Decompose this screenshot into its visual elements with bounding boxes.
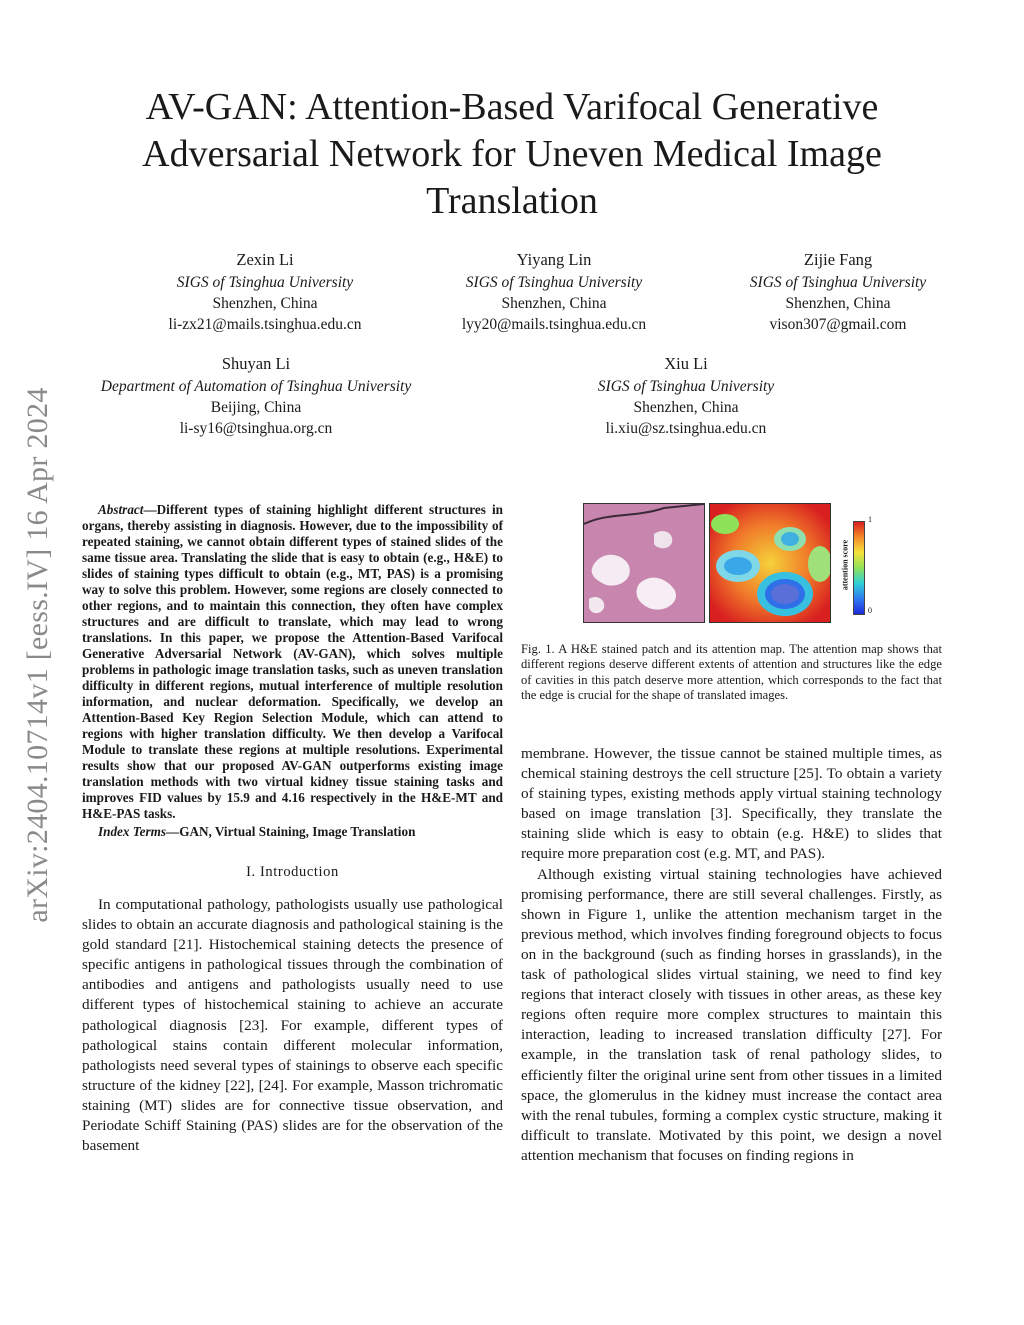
author-email: li.xiu@sz.tsinghua.edu.cn xyxy=(605,420,767,437)
arxiv-side-stamp xyxy=(8,350,68,960)
author-name: Zijie Fang xyxy=(803,250,873,269)
author-location: Shenzhen, China xyxy=(212,295,318,312)
paragraph-challenges: Although existing virtual staining technologies have achieved promising performance, there are still several challenges. Firstly, as shown in Figure 1, unlike the attention mechanism target in the previous method, which involves finding foreground objects to focus on in the background (such as finding horses in grasslands), in the task of pathological slides virtual staining, we need to find key regions that interact closely with tissues in other areas, as these key regions often require more complex structures to maintain this interaction, leading to increased translation difficulty [27]. For example, in the translation task of renal pathology slides, to efficiently filter the original urine sent from other tissues in a limited space, the glomerulus in the kidney must increase the contact area with the renal tubules, forming a complex cystic structure, making it difficult to translate. Motivated by this point, we design a novel attention mechanism that focuses on finding regions in xyxy=(521,865,942,1164)
index-terms xyxy=(82,824,503,840)
author-block-4 xyxy=(72,353,440,439)
author-name: Yiyang Lin xyxy=(516,250,592,269)
abstract-text: —Different types of staining highlight different structures in organs, thereby assisting in diagnosis. However, due to the impossibility of repeated staining, we cannot obtain different types of stained slides of the same tissue area. Translating the slide that is easy to obtain (e.g., H&E) to slides of staining types difficult to obtain (e.g., MT, PAS) is a promising way to solve this problem. However, some regions are closely connected to other regions, and to maintain this connection, they often have complex structures and are difficult to translate, which may lead to wrong translations. In this paper, we propose the Attention-Based Varifocal Generative Adversarial Network (AV-GAN), which solves multiple problems in pathologic image translation tasks, such as uneven translation difficulty in different regions, mutual interference of multiple resolution information, and nuclear deformation. Specifically, we develop an Attention-Based Key Region Selection Module, which can attend to regions with higher translation difficulty. We then develop a Varifocal Module to translate these regions at multiple resolutions. Experimental results show that our proposed AV-GAN outperforms existing image translation methods with two virtual kidney tissue staining tasks and improves FID values by 15.9 and 4.16 respectively in the H&E-MT and H&E-PAS tasks. xyxy=(82,502,503,821)
abstract xyxy=(82,502,503,822)
author-location: Shenzhen, China xyxy=(501,295,607,312)
arxiv-identifier: arXiv:2404.10714v1 [eess.IV] 16 Apr 2024 xyxy=(21,387,54,923)
figure-1-caption: Fig. 1. A H&E stained patch and its attention map. The attention map shows that different regions deserve different extents of attention and structures like the edge of cavities in this patch deserve more attention, which corresponds to the fact that the edge is crucial for the shape of translated images. xyxy=(521,642,942,702)
author-block-5 xyxy=(556,353,816,439)
author-email: li-zx21@mails.tsinghua.edu.cn xyxy=(168,316,362,333)
author-email: lyy20@mails.tsinghua.edu.cn xyxy=(461,316,647,333)
colorbar-max-label: 1 xyxy=(868,515,872,524)
author-location: Beijing, China xyxy=(210,399,302,416)
author-affiliation: SIGS of Tsinghua University xyxy=(465,274,643,291)
abstract-label: Abstract xyxy=(98,502,144,517)
index-terms-text: —GAN, Virtual Staining, Image Translation xyxy=(166,824,416,839)
author-name: Zexin Li xyxy=(236,250,294,269)
section-heading-introduction: I. Introduction xyxy=(246,864,339,880)
paragraph-continuation: membrane. However, the tissue cannot be stained multiple times, as chemical staining destroys the cell structure [25]. To obtain a variety of staining types, existing methods apply virtual staining technology based on image translation [3]. Specifically, they translate the staining slide which is easy to obtain (e.g. H&E) to slides that require more preparation cost (e.g. MT, and PAS). xyxy=(521,745,942,863)
author-block-3 xyxy=(710,249,966,335)
figure-1 xyxy=(583,503,893,625)
colorbar-min-label: 0 xyxy=(868,606,872,615)
colorbar-axis-label: attention score xyxy=(840,539,850,591)
author-block-2 xyxy=(413,249,695,335)
author-affiliation: SIGS of Tsinghua University xyxy=(597,378,775,395)
author-affiliation: SIGS of Tsinghua University xyxy=(176,274,354,291)
author-name: Shuyan Li xyxy=(221,354,291,373)
author-email: vison307@gmail.com xyxy=(769,316,907,333)
author-location: Shenzhen, China xyxy=(633,399,739,416)
intro-paragraph: In computational pathology, pathologists usually use pathological slides to obtain an accurate diagnosis and pathological staining is the gold standard [21]. Histochemical staining detects the presence of specific antigens in pathological tissues through the combination of antibodies and antigens and pathologists usually need to use different types of histochemical staining to achieve an accurate pathological diagnosis [23]. For example, different types of pathological stains contain different molecular information, pathologists need several types of stainings to observe each specific structure of the kidney [22], [24]. For example, Masson trichromatic staining (MT) slides are for connective tissue observation, and Periodate Schiff Staining (PAS) slides are for the observation of the basement xyxy=(82,896,503,1155)
he-stained-patch-image xyxy=(583,503,705,623)
author-affiliation: Department of Automation of Tsinghua University xyxy=(100,378,412,395)
author-affiliation: SIGS of Tsinghua University xyxy=(749,274,927,291)
left-column xyxy=(82,502,503,1156)
author-email: li-sy16@tsinghua.org.cn xyxy=(179,420,333,437)
author-location: Shenzhen, China xyxy=(785,295,891,312)
author-block-1 xyxy=(134,249,396,335)
index-terms-label: Index Terms xyxy=(98,824,167,839)
attention-map-image xyxy=(709,503,831,623)
author-name: Xiu Li xyxy=(664,354,708,373)
attention-colorbar xyxy=(853,521,865,615)
paper-title: AV-GAN: Attention-Based Varifocal Generative Adversarial Network for Uneven Medical Image Translation xyxy=(142,86,882,222)
right-column xyxy=(521,744,942,1166)
